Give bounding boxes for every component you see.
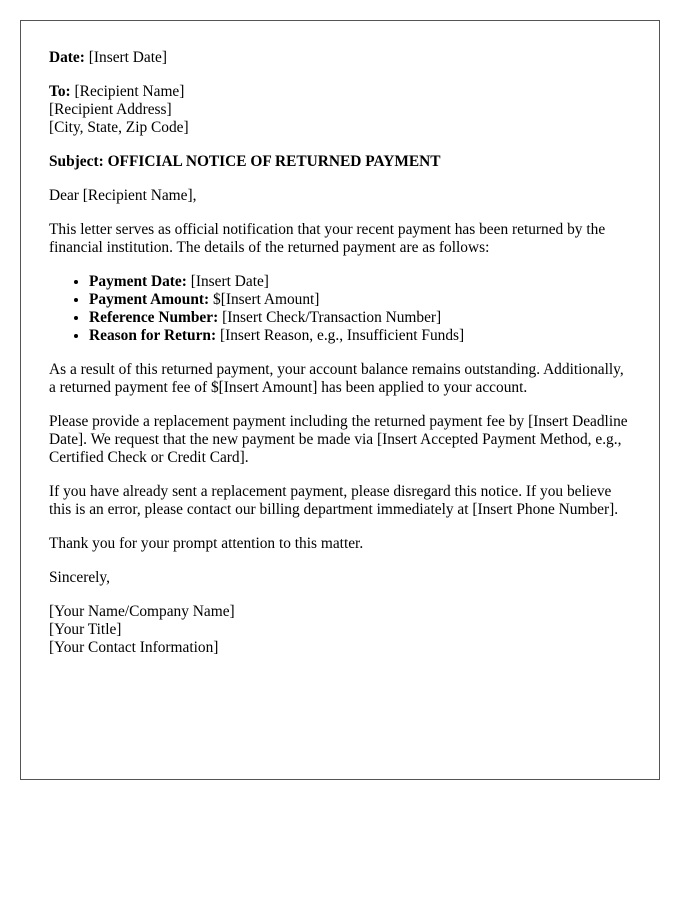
detail-value: $[Insert Amount]: [213, 291, 320, 308]
date-line: [49, 49, 631, 67]
detail-value: [Insert Date]: [190, 273, 269, 290]
date-value: [Insert Date]: [88, 49, 167, 66]
subject-label: Subject:: [49, 153, 104, 170]
subject-text: OFFICIAL NOTICE OF RETURNED PAYMENT: [107, 153, 441, 170]
detail-label: Payment Amount:: [89, 291, 210, 308]
balance-paragraph: As a result of this returned payment, your account balance remains outstanding. Additionally, a returned payment fee of $[Insert Amount] has been applied to your account.: [49, 361, 624, 396]
detail-value: [Insert Check/Transaction Number]: [222, 309, 442, 326]
signature-name: [Your Name/Company Name]: [49, 603, 235, 620]
detail-label: Reason for Return:: [89, 327, 217, 344]
signature-block: [49, 603, 631, 657]
recipient-name-line: [49, 83, 631, 101]
closing: Sincerely,: [49, 569, 110, 586]
list-item: [89, 327, 631, 345]
detail-label: Reference Number:: [89, 309, 219, 326]
detail-label: Payment Date:: [89, 273, 187, 290]
to-label: To:: [49, 83, 71, 100]
intro-paragraph: This letter serves as official notification that your recent payment has been returned by the financial institution. The details of the returned payment are as follows:: [49, 221, 606, 256]
signature-contact: [Your Contact Information]: [49, 639, 219, 656]
letter-document: [20, 20, 660, 780]
list-item: [89, 291, 631, 309]
recipient-address: [Recipient Address]: [49, 101, 172, 118]
subject-line: [49, 153, 631, 171]
replacement-paragraph: Please provide a replacement payment including the returned payment fee by [Insert Deadline Date]. We request that the new payment be made via [Insert Accepted Payment Method, e.g., Certified Check or Credit Card].: [49, 413, 628, 466]
signature-title: [Your Title]: [49, 621, 122, 638]
recipient-city: [City, State, Zip Code]: [49, 119, 189, 136]
payment-details-list: [49, 273, 631, 345]
recipient-name: [Recipient Name]: [74, 83, 185, 100]
date-label: Date:: [49, 49, 85, 66]
recipient-block: [49, 83, 631, 137]
disregard-paragraph: If you have already sent a replacement payment, please disregard this notice. If you believe this is an error, please contact our billing department immediately at [Insert Phone Number].: [49, 483, 619, 518]
detail-value: [Insert Reason, e.g., Insufficient Funds]: [219, 327, 465, 344]
thank-you-paragraph: Thank you for your prompt attention to this matter.: [49, 535, 364, 552]
list-item: [89, 309, 631, 327]
salutation: Dear [Recipient Name],: [49, 187, 197, 204]
list-item: [89, 273, 631, 291]
